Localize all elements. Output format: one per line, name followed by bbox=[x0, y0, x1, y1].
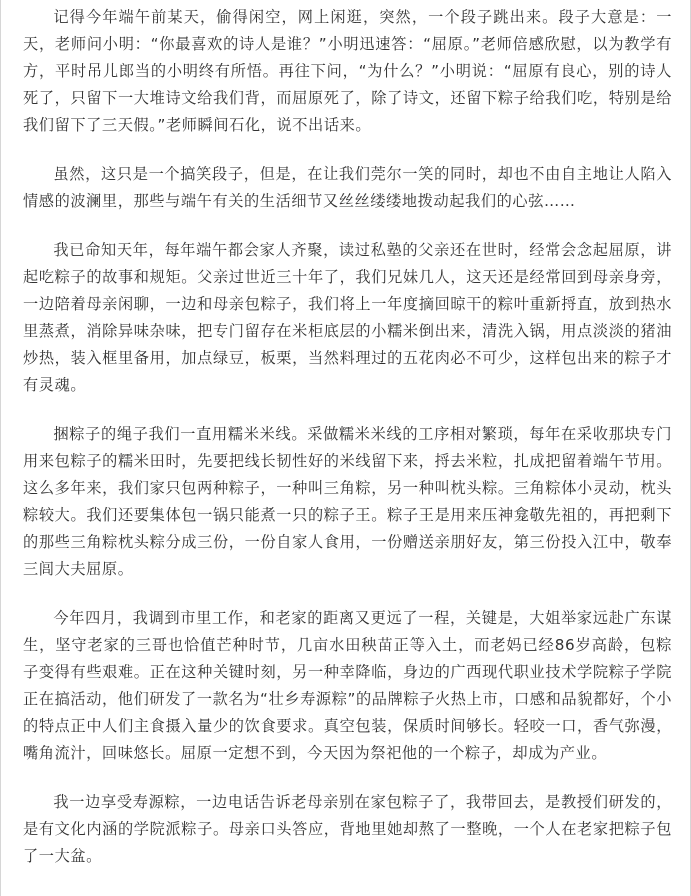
paragraph-2: 虽然，这只是一个搞笑段子，但是，在让我们莞尔一笑的同时，却也不由自主地让人陷入情感的波澜里，那些与端午有关的生活细节又丝丝缕缕地拨动起我们的心弦…… bbox=[23, 165, 672, 210]
paragraph-1: 记得今年端午前某天，偷得闲空，网上闲逛，突然，一个段子跳出来。段子大意是：一天，老师问小明：“你最喜欢的诗人是谁？”小明迅速答：“屈原。”老师倍感欣慰，以为教学有方，平时吊儿郎当的小明终有所悟。再往下问，“为什么？”小明说：“屈原有良心，别的诗人死了，只留下一大堆诗文给我们背，而屈原死了，除了诗文，还留下粽子给我们吃，特别是给我们留下了三天假。”老师瞬间石化，说不出话来。 bbox=[23, 8, 672, 134]
paragraph-3: 我已命知天年，每年端午都会家人齐聚，读过私塾的父亲还在世时，经常会念起屈原，讲起吃粽子的故事和规矩。父亲过世近三十年了，我们兄妹几人，这天还是经常回到母亲身旁，一边陪着母亲闲聊，一边和母亲包粽子，我们将上一年度摘回晾干的粽叶重新捋直，放到热水里蒸煮，消除异味杂味，把专门留存在米柜底层的小糯米倒出来，清洗入锅，用点淡淡的猪油炒热，装入框里备用，加点绿豆，板栗，当然料理过的五花肉必不可少，这样包出来的粽子才有灵魂。 bbox=[23, 241, 672, 394]
paragraph-4: 捆粽子的绳子我们一直用糯米米线。采做糯米米线的工序相对繁琐，每年在采收那块专门用来包粽子的糯米田时，先要把线长韧性好的米线留下来，捋去米粒，扎成把留着端午节用。这么多年来，我们家只包两种粽子，一种叫三角粽，另一种叫枕头粽。三角粽体小灵动，枕头粽较大。我们还要集体包一锅只能煮一只的粽子王。粽子王是用来压神龛敬先祖的，再把剩下的那些三角粽枕头粽分成三份，一份自家人食用，一份赠送亲朋好友，第三份投入江中，敬奉三闾大夫屈原。 bbox=[23, 425, 672, 578]
article-body bbox=[1, 0, 690, 870]
paragraph-6: 我一边享受寿源粽，一边电话告诉老母亲别在家包粽子了，我带回去，是教授们研发的，是有文化内涵的学院派粽子。母亲口头答应，背地里她却熬了一整晚，一个人在老家把粽子包了一大盆。 bbox=[23, 793, 672, 865]
paragraph-5: 今年四月，我调到市里工作，和老家的距离又更远了一程，关键是，大姐举家远赴广东谋生，坚守老家的三哥也恰值芒种时节，几亩水田秧苗正等入土，而老妈已经86岁高龄，包粽子变得有些艰难。正在这种关键时刻，另一种幸降临，身边的广西现代职业技术学院粽子学院正在搞活动，他们研发了一款名为“壮乡寿源粽”的品牌粽子火热上市，口感和品貌都好，个小的特点正中人们主食摄入量少的饮食要求。真空包装，保质时间够长。轻咬一口，香气弥漫，嘴角流汁，回味悠长。屈原一定想不到，今天因为祭祀他的一个粽子，却成为产业。 bbox=[23, 609, 672, 762]
